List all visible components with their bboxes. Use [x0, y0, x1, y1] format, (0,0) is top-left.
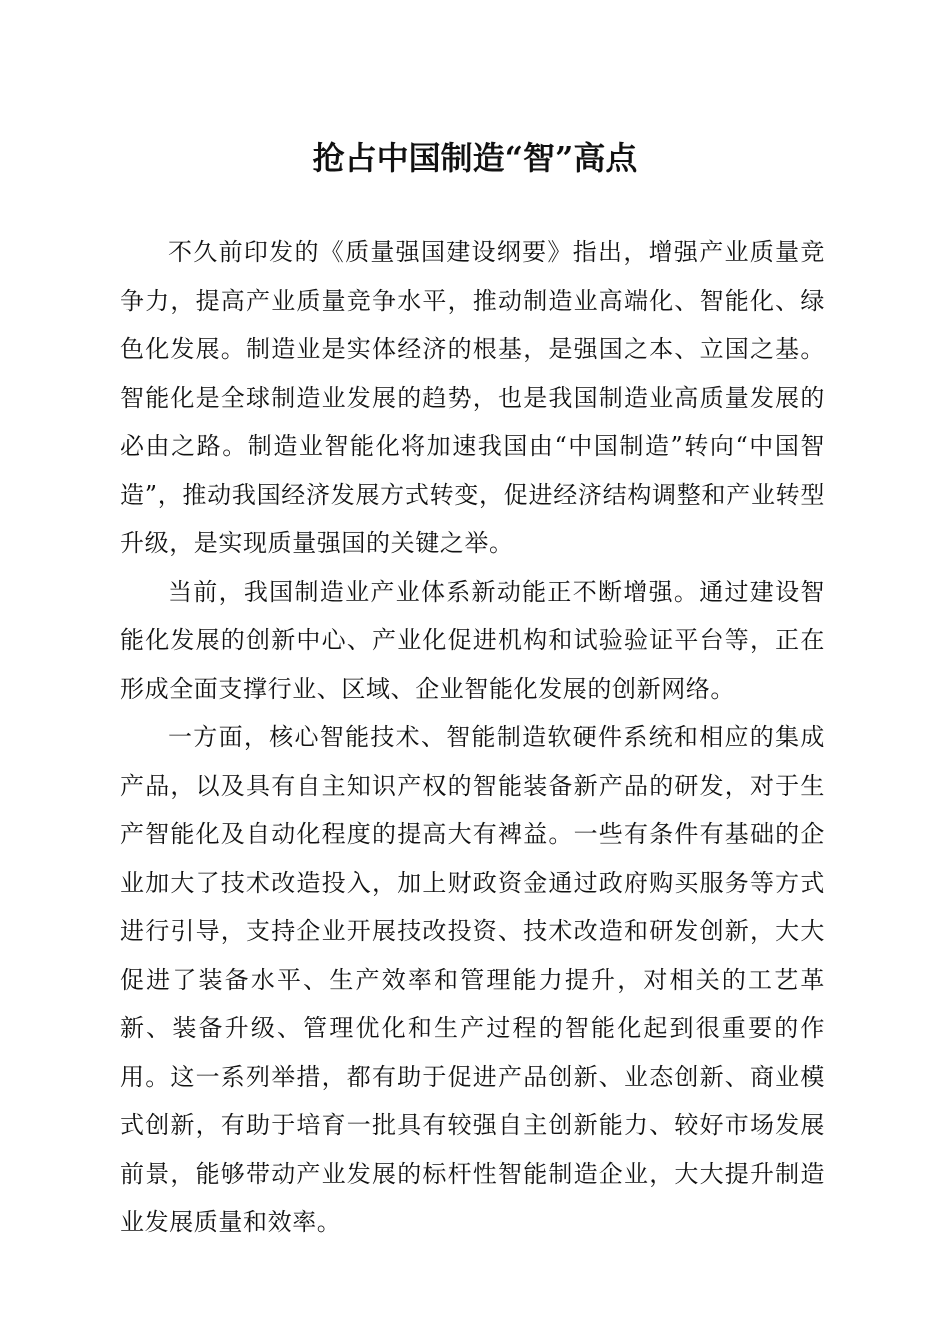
paragraph-2: 当前，我国制造业产业体系新动能正不断增强。通过建设智能化发展的创新中心、产业化促进机构和试验验证平台等，正在形成全面支撑行业、区域、企业智能化发展的创新网络。 — [120, 577, 825, 703]
document-title: 抢占中国制造“智”高点 — [312, 139, 638, 177]
document-body — [120, 228, 825, 1247]
paragraph-3: 一方面，核心智能技术、智能制造软硬件系统和相应的集成产品，以及具有自主知识产权的智能装备新产品的研发，对于生产智能化及自动化程度的提高大有裨益。一些有条件有基础的企业加大了技术改造投入，加上财政资金通过政府购买服务等方式进行引导，支持企业开展技改投资、技术改造和研发创新，大大促进了装备水平、生产效率和管理能力提升，对相关的工艺革新、装备升级、管理优化和生产过程的智能化起到很重要的作用。这一系列举措，都有助于促进产品创新、业态创新、商业模式创新，有助于培育一批具有较强自主创新能力、较好市场发展前景，能够带动产业发展的标杆性智能制造企业，大大提升制造业发展质量和效率。 — [120, 723, 825, 1236]
paragraph-1: 不久前印发的《质量强国建设纲要》指出，增强产业质量竞争力，提高产业质量竞争水平，推动制造业高端化、智能化、绿色化发展。制造业是实体经济的根基，是强国之本、立国之基。智能化是全球制造业发展的趋势，也是我国制造业高质量发展的必由之路。制造业智能化将加速我国由“中国制造”转向“中国智造”，推动我国经济发展方式转变，促进经济结构调整和产业转型升级，是实现质量强国的关键之举。 — [120, 238, 825, 557]
